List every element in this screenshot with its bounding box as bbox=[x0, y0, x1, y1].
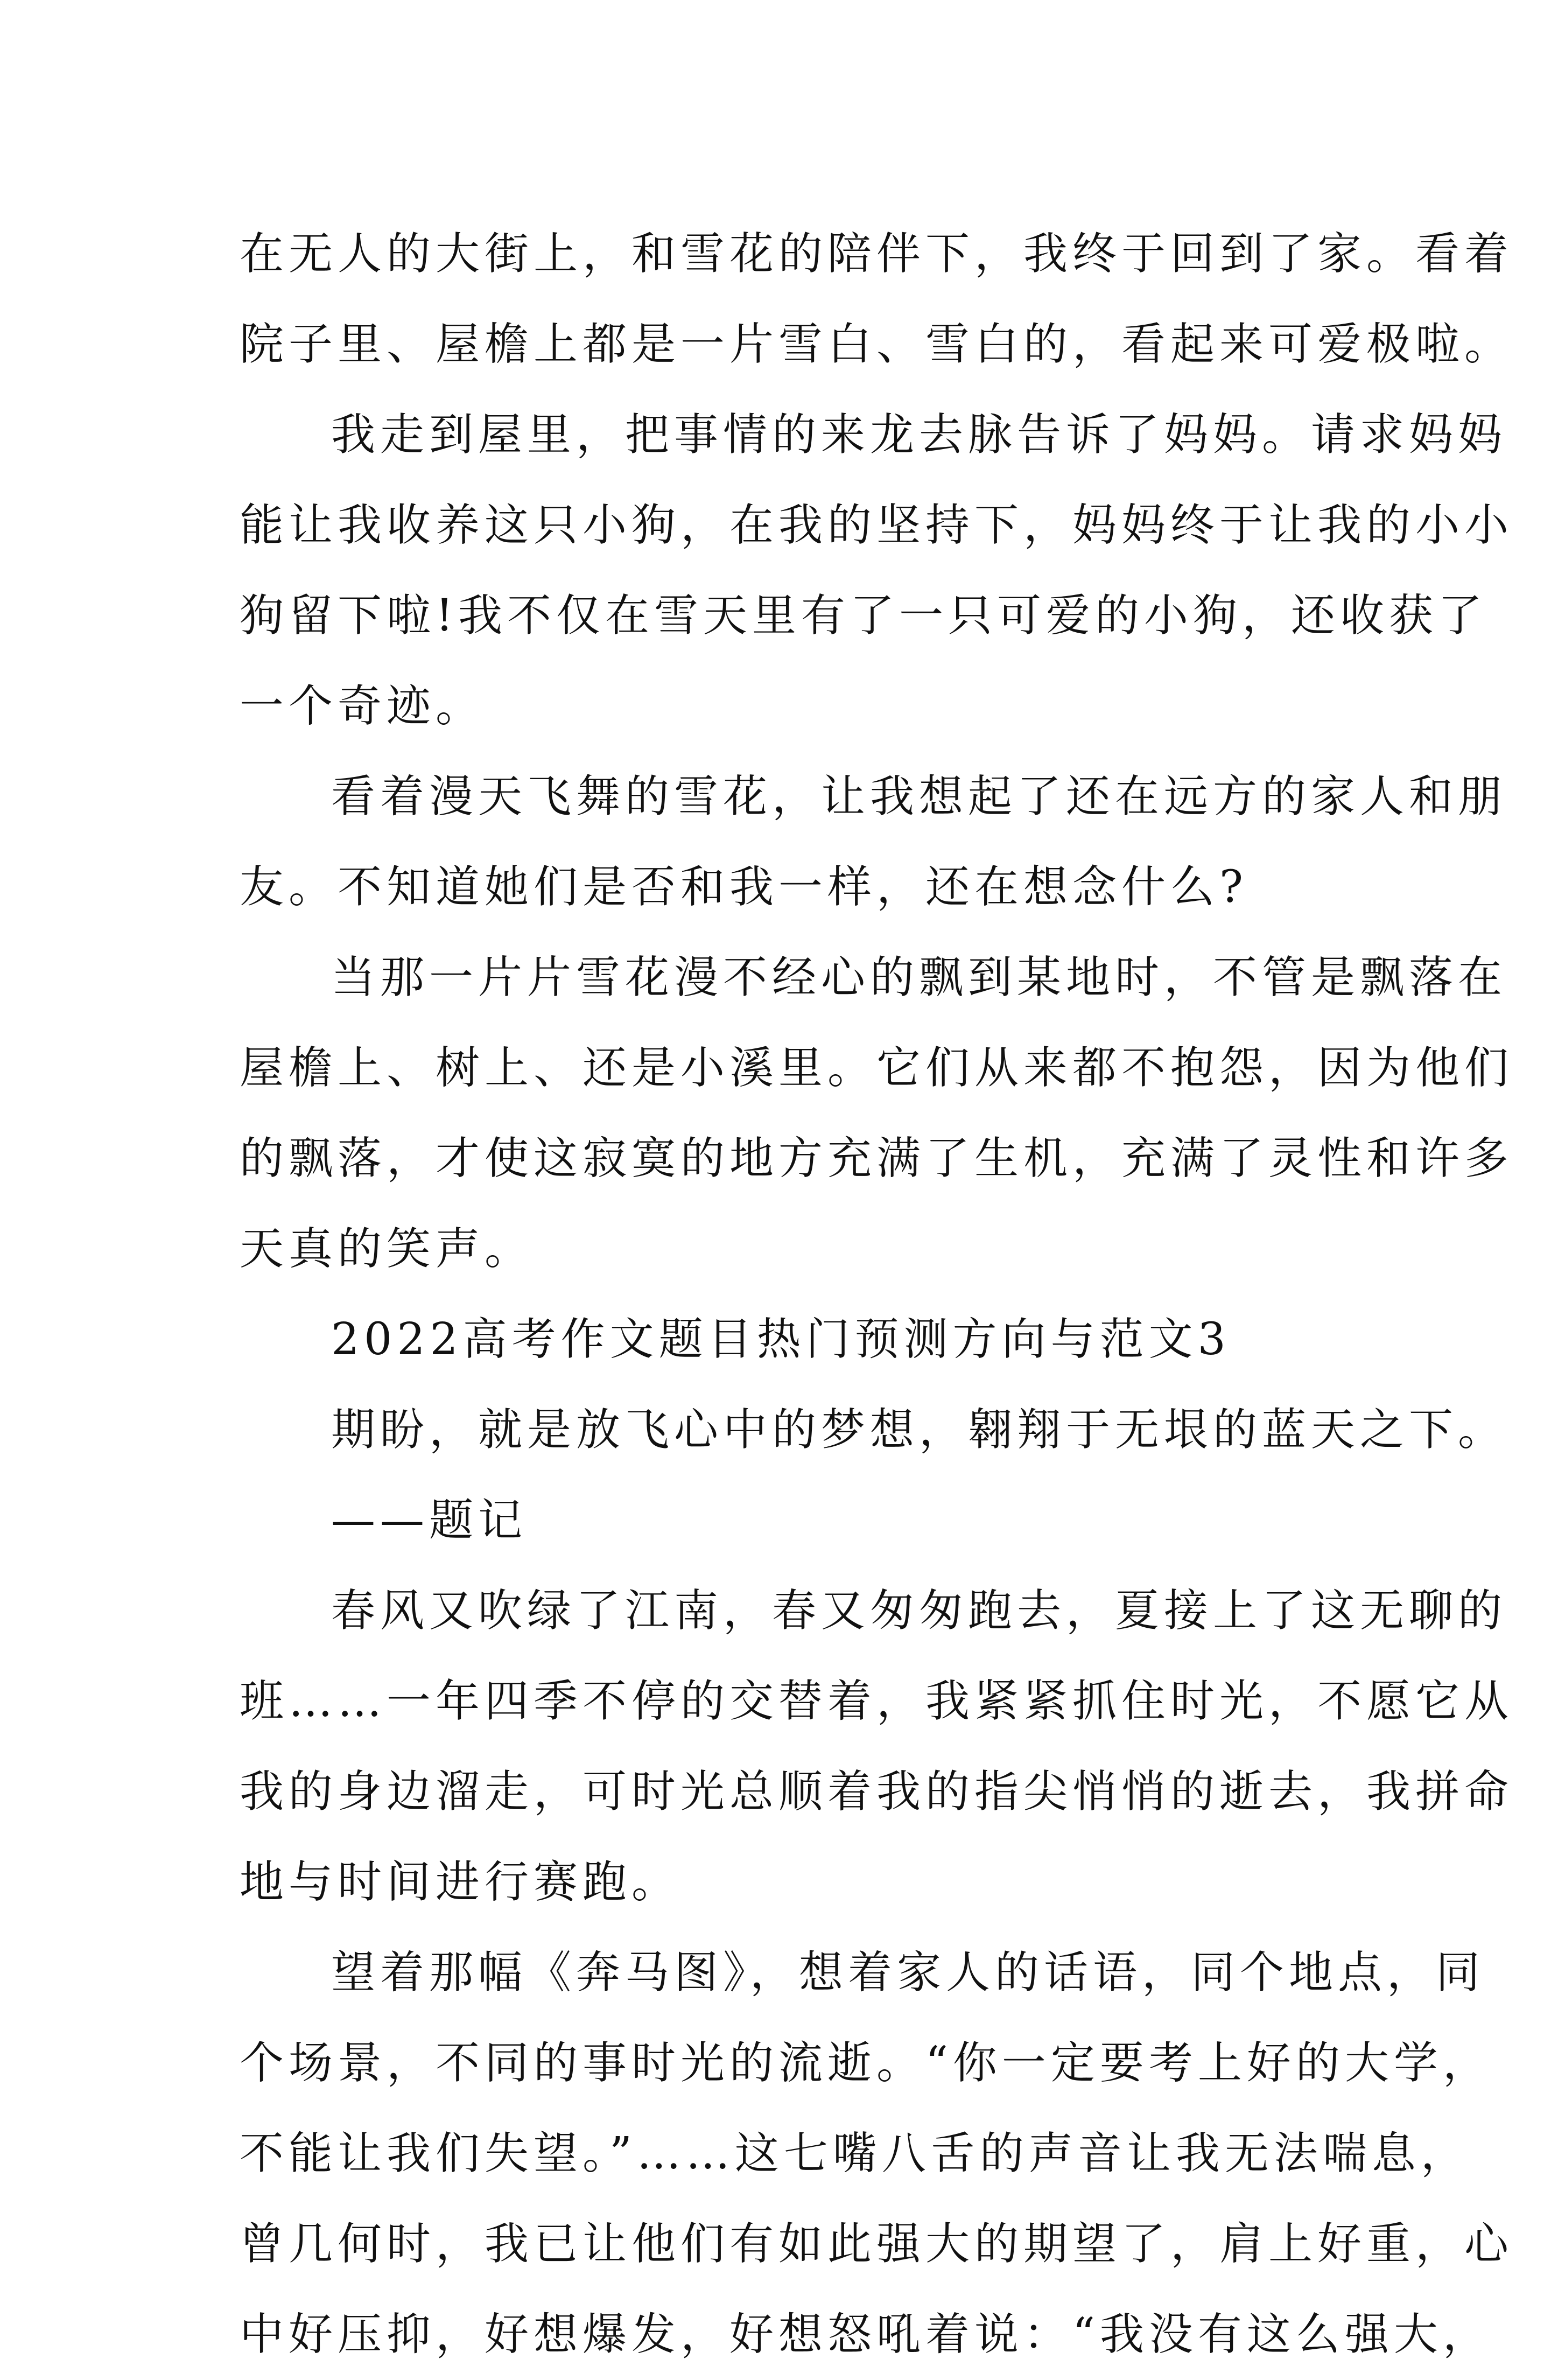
text-line: 屋檐上、树上、还是小溪里。它们从来都不抱怨，因为他们 bbox=[240, 1042, 1514, 1094]
text-line: 的飘落，才使这寂寞的地方充满了生机，充满了灵性和许多 bbox=[240, 1133, 1514, 1184]
text-line: 友。不知道她们是否和我一样，还在想念什么? bbox=[240, 862, 1248, 913]
paragraph-first-line: 期盼，就是放飞心中的梦想，翱翔于无垠的蓝天之下。 bbox=[331, 1404, 1507, 1455]
text-line: 狗留下啦!我不仅在雪天里有了一只可爱的小狗，还收获了 bbox=[240, 590, 1487, 641]
text-line: 能让我收养这只小狗，在我的坚持下，妈妈终于让我的小小 bbox=[240, 500, 1514, 551]
paragraph-first-line: 看着漫天飞舞的雪花，让我想起了还在远方的家人和朋 bbox=[331, 771, 1507, 822]
paragraph-first-line: 2022高考作文题目热门预测方向与范文3 bbox=[331, 1314, 1231, 1365]
text-line: 中好压抑，好想爆发，好想怒吼着说：“我没有这么强大， bbox=[240, 2309, 1492, 2360]
text-line: 地与时间进行赛跑。 bbox=[240, 1857, 681, 1908]
paragraph-first-line: 我走到屋里，把事情的来龙去脉告诉了妈妈。请求妈妈 bbox=[331, 409, 1507, 460]
paragraph-first-line: 当那一片片雪花漫不经心的飘到某地时，不管是飘落在 bbox=[331, 952, 1507, 1003]
document-body bbox=[240, 209, 1514, 2380]
text-line: 曾几何时，我已让他们有如此强大的期望了，肩上好重，心 bbox=[240, 2218, 1514, 2270]
text-line: 班……一年四季不停的交替着，我紧紧抓住时光，不愿它从 bbox=[240, 1676, 1514, 1727]
text-line: 个场景，不同的事时光的流逝。“你一定要考上好的大学， bbox=[240, 2038, 1492, 2089]
text-line: 院子里、屋檐上都是一片雪白、雪白的，看起来可爱极啦。 bbox=[240, 319, 1514, 370]
paragraph-first-line: 春风又吹绿了江南，春又匆匆跑去，夏接上了这无聊的 bbox=[331, 1585, 1507, 1636]
paragraph-first-line: 望着那幅《奔马图》，想着家人的话语，同个地点，同 bbox=[331, 1947, 1485, 1998]
text-line: 不能让我们失望。”……这七嘴八舌的声音让我无法喘息， bbox=[240, 2128, 1470, 2179]
text-line: 在无人的大街上，和雪花的陪伴下，我终于回到了家。看着 bbox=[240, 228, 1514, 279]
text-line: 一个奇迹。 bbox=[240, 681, 485, 732]
paragraph-first-line: ——题记 bbox=[331, 1495, 528, 1546]
text-line: 我的身边溜走，可时光总顺着我的指尖悄悄的逝去，我拼命 bbox=[240, 1766, 1514, 1817]
text-line: 天真的笑声。 bbox=[240, 1223, 534, 1275]
